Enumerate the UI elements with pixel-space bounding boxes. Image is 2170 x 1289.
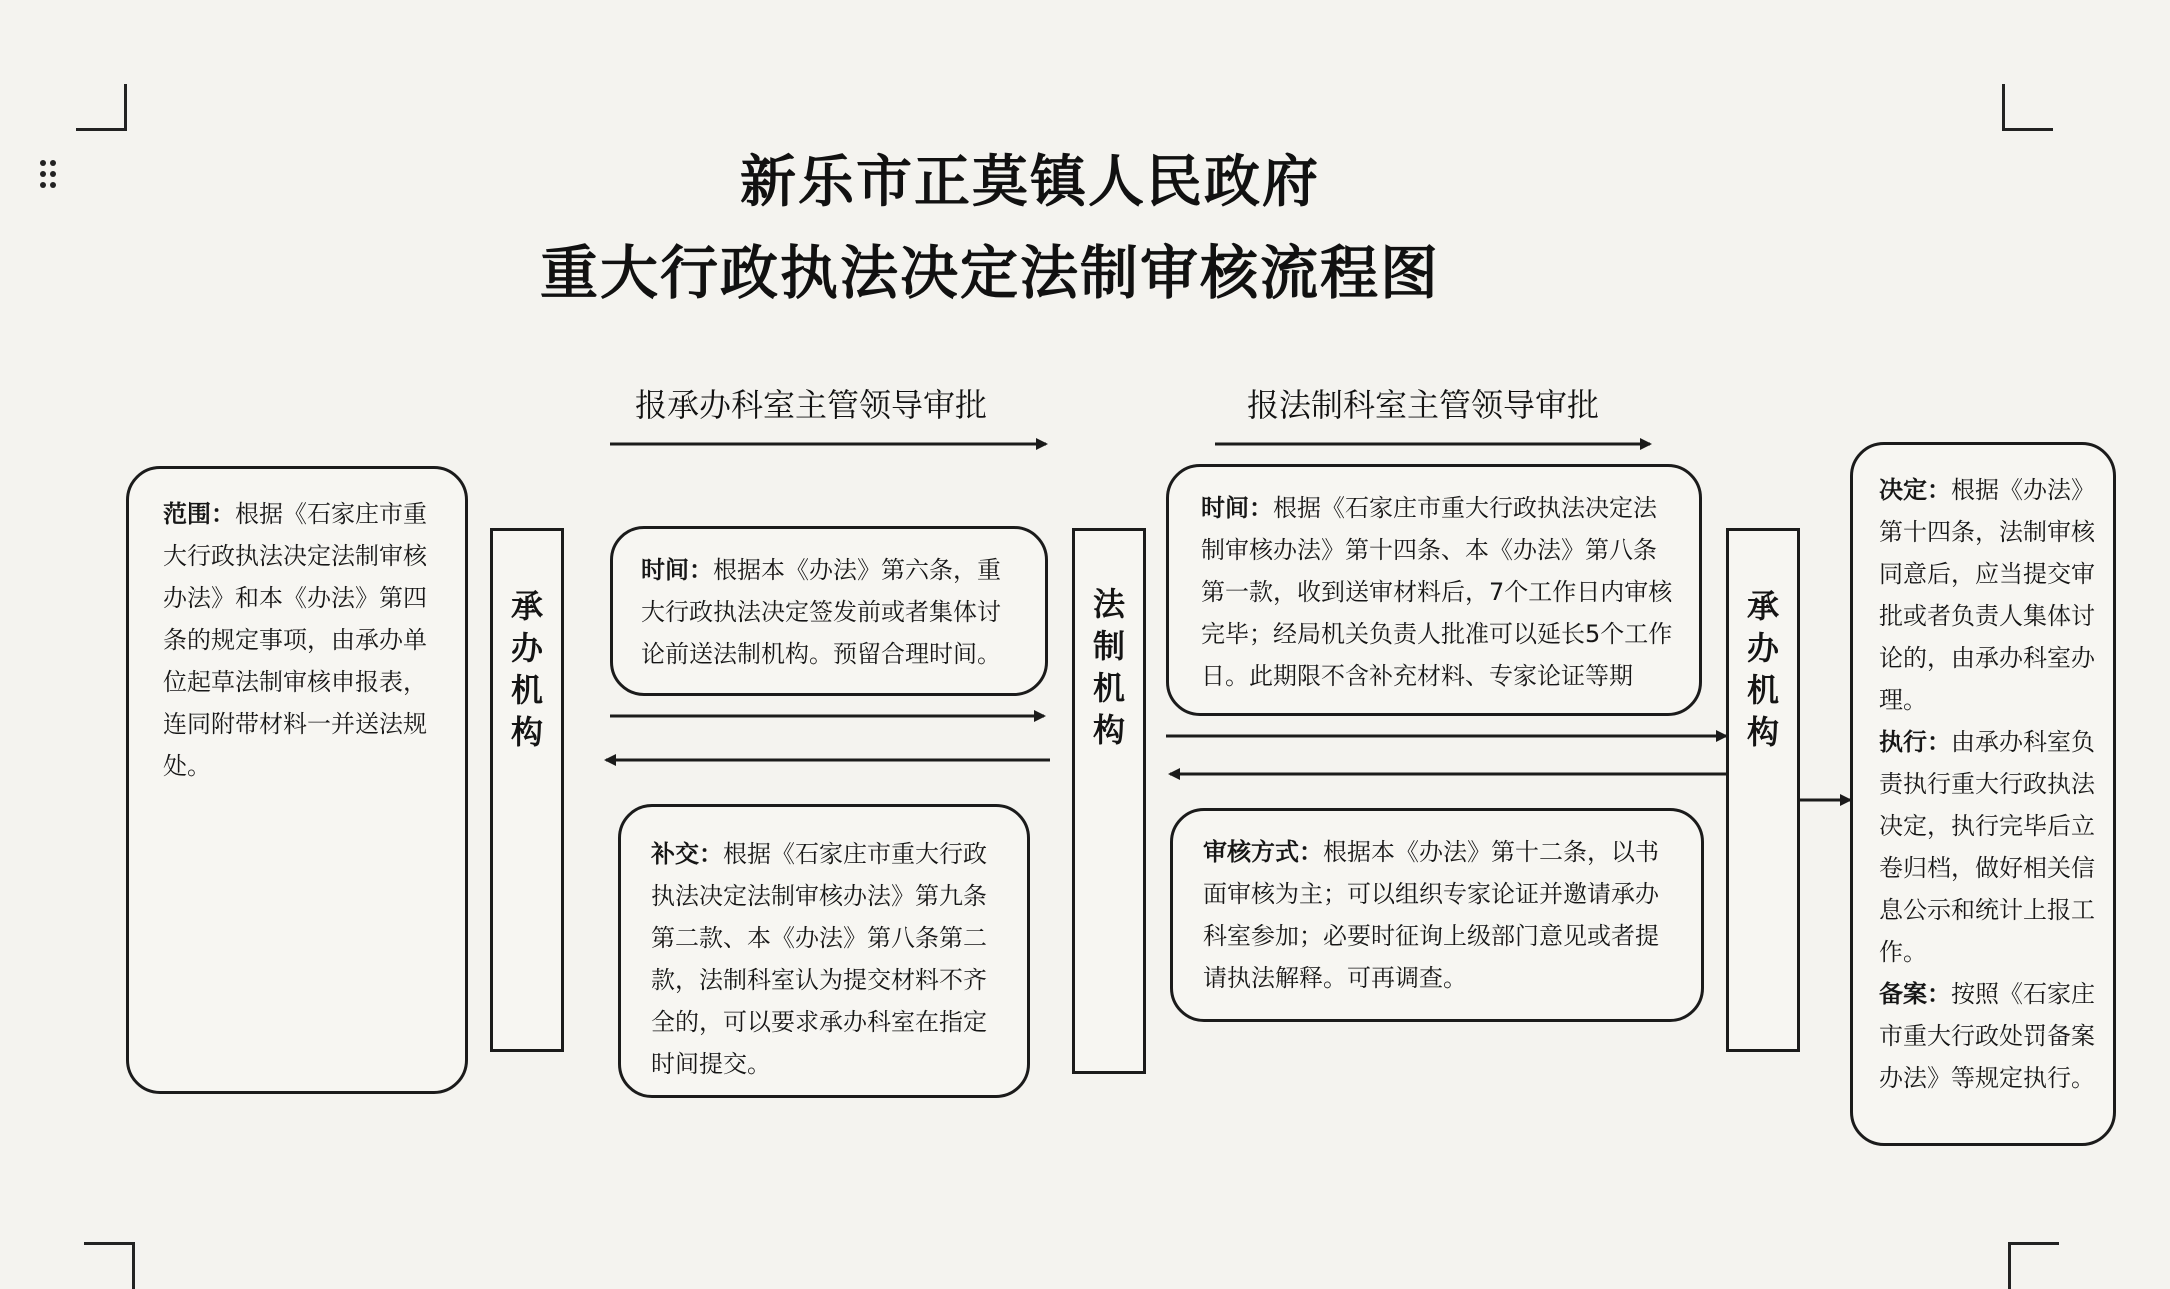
scope-box — [126, 466, 468, 1094]
review-time-box — [1166, 464, 1702, 716]
undertaking-agency-label-right: 承办机构 — [1746, 587, 1779, 751]
review-method-label: 审核方式： — [1203, 838, 1323, 866]
legal-agency-label: 法制机构 — [1092, 585, 1125, 749]
record-text: 按照《石家庄市重大行政处罚备案办法》等规定执行。 — [1879, 980, 2095, 1092]
submit-time-label: 时间： — [641, 556, 713, 584]
undertaking-agency-label-left: 承办机构 — [510, 587, 543, 751]
review-method-box — [1170, 808, 1704, 1022]
submit-time-text: 根据本《办法》第六条，重大行政执法决定签发前或者集体讨论前送法制机构。预留合理时间。 — [641, 556, 1001, 668]
execute-label: 执行： — [1879, 728, 1951, 756]
decision-label: 决定： — [1879, 476, 1951, 504]
legal-agency-bar — [1072, 528, 1146, 1074]
page-title-line1: 新乐市正莫镇人民政府 — [740, 149, 1320, 215]
review-time-text: 根据《石家庄市重大行政执法决定法制审核办法》第十四条、本《办法》第八条第一款，收到送审材料后，7个工作日内审核完毕；经局机关负责人批准可以延长5个工作日。此期限不含补充材料、专家论证等期 — [1201, 494, 1673, 690]
undertaking-agency-bar-right — [1726, 528, 1800, 1052]
flow-label-undertaking-leader: 报承办科室主管领导审批 — [635, 386, 988, 424]
execute-text: 由承办科室负责执行重大行政执法决定，执行完毕后立卷归档，做好相关信息公示和统计上报工作。 — [1879, 728, 2095, 966]
supplement-label: 补交： — [651, 840, 723, 868]
scope-label: 范围： — [163, 500, 235, 528]
decision-box — [1850, 442, 2116, 1146]
record-label: 备案： — [1879, 980, 1951, 1008]
undertaking-agency-bar-left — [490, 528, 564, 1052]
supplement-text: 根据《石家庄市重大行政执法决定法制审核办法》第九条第二款、本《办法》第八条第二款，法制科室认为提交材料不齐全的，可以要求承办科室在指定时间提交。 — [651, 840, 987, 1078]
decision-text: 根据《办法》第十四条，法制审核同意后，应当提交审批或者负责人集体讨论的，由承办科室办理。 — [1879, 476, 2095, 714]
submit-time-box — [610, 526, 1048, 696]
review-time-label: 时间： — [1201, 494, 1273, 522]
page-title-line2: 重大行政执法决定法制审核流程图 — [539, 239, 1440, 307]
supplement-box — [618, 804, 1030, 1098]
scope-text: 根据《石家庄市重大行政执法决定法制审核办法》和本《办法》第四条的规定事项，由承办单位起草法制审核申报表，连同附带材料一并送法规处。 — [163, 500, 427, 780]
review-method-text: 根据本《办法》第十二条，以书面审核为主；可以组织专家论证并邀请承办科室参加；必要时征询上级部门意见或者提请执法解释。可再调查。 — [1203, 838, 1659, 992]
flow-label-legal-leader: 报法制科室主管领导审批 — [1247, 386, 1600, 424]
